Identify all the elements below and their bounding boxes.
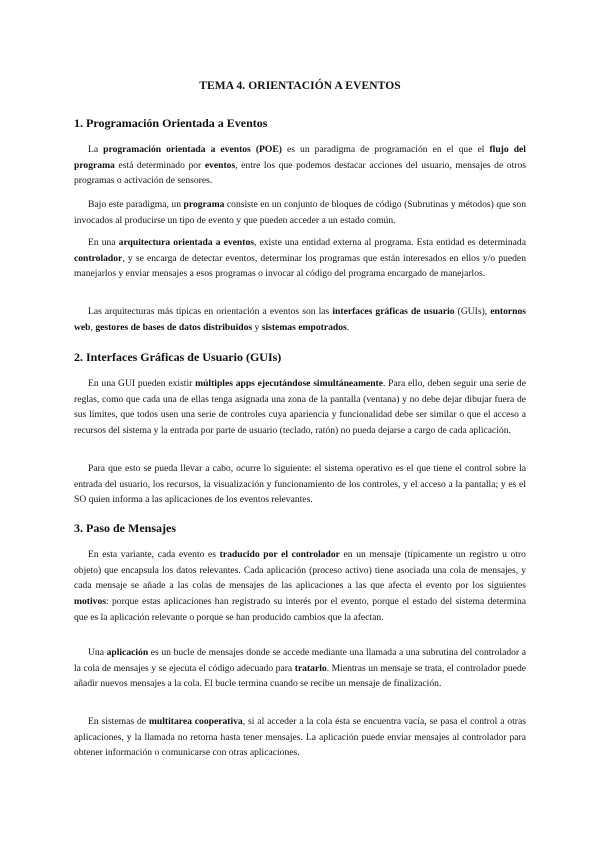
paragraph: Una aplicación es un bucle de mensajes donde se accede mediante una llamada a una subrutina del controlador a la cola de mensajes y se ejecuta el código adecuado para tratarlo. Mientras un mensaje se trata, el controlador puede añadir nuevos mensajes a la cola. El bucle termina cuando se recibe un mensaje de finalización.: [74, 647, 527, 690]
bold-term: interfaces gráficas de usuario: [332, 306, 455, 317]
document-title: TEMA 4. ORIENTACIÓN A EVENTOS: [199, 80, 401, 92]
paragraph: Para que esto se pueda llevar a cabo, ocurre lo siguiente: el sistema operativo es el que tiene el control sobre la entrada del usuario, los recursos, la visualización y funcionamiento de los controles, y el acceso a la pantalla; y es el SO quien informa a las aplicaciones de los eventos relevantes.: [74, 463, 526, 506]
bold-term: programación orientada a eventos (POE): [103, 144, 282, 155]
section-heading: 1. Programación Orientada a Eventos: [74, 116, 268, 130]
paragraph: En una GUI pueden existir múltiples apps ejecutándose simultáneamente. Para ello, deben seguir una serie de reglas, como que cada una de ellas tenga asignada una zona de la pantalla (ventana) y no debe dejar dibujar fuera de sus límites, que todos usen una serie de controles cuya apariencia y funcionalidad debe ser similar o que el acceso a recursos del sistema y la entrada por parte de usuario (teclado, ratón) no pueda dejarse a cargo de cada aplicación.: [74, 378, 526, 437]
paragraph: Bajo este paradigma, un programa consiste en un conjunto de bloques de código (Subrutinas y métodos) que son invocados al producirse un tipo de evento y que pueden acceder a un estado común.: [74, 199, 527, 226]
bold-term: arquitectura orientada a eventos: [118, 237, 254, 248]
section-heading: 3. Paso de Mensajes: [74, 521, 176, 535]
section-heading: 2. Interfaces Gráficas de Usuario (GUIs): [74, 350, 282, 364]
paragraph: En sistemas de multitarea cooperativa, si al acceder a la cola ésta se encuentra vacía, se pasa el control a otras aplicaciones, y la llamada no retorna hasta tener mensajes. La aplicación puede enviar mensajes al controlador para obtener información o comunicarse con otras aplicaciones.: [74, 716, 526, 759]
bold-term: controlador: [74, 252, 123, 264]
bold-term: multitarea cooperativa: [148, 716, 243, 727]
bold-term: tratarlo: [294, 662, 327, 674]
paragraph: Las arquitecturas más típicas en orientación a eventos son las interfaces gráficas de usuario (GUIs), entornos web, gestores de bases de datos distribuidos y sistemas empotrados.: [74, 306, 526, 333]
bold-term: aplicación: [106, 647, 149, 658]
bold-term: entornos web: [74, 306, 526, 333]
bold-term: flujo del programa: [74, 144, 526, 171]
bold-term: motivos: [74, 596, 106, 608]
paragraph: La programación orientada a eventos (POE) es un paradigma de programación en el que el flujo del programa está determinado por eventos, entre los que podemos destacar acciones del usuario, mensajes de otros programas o activación de sensores.: [74, 144, 526, 187]
bold-term: traducido por el controlador: [219, 549, 340, 560]
bold-term: múltiples apps ejecutándose simultáneamente: [195, 378, 384, 389]
bold-term: eventos: [204, 159, 236, 171]
bold-term: sistemas empotrados: [261, 321, 347, 333]
bold-term: programa: [183, 199, 225, 210]
paragraph: En una arquitectura orientada a eventos, existe una entidad externa al programa. Esta entidad es determinada controlador, y se encarga de detectar eventos, determinar los programas que están interesados en ellos y/o pueden manejarlos y enviar mensajes a esos programas o invocar al código del programa encargado de manejarlos.: [74, 237, 526, 280]
bold-term: gestores de bases de datos distribuidos: [95, 321, 253, 333]
paragraph: En esta variante, cada evento es traducido por el controlador en un mensaje (típicamente un registro u otro objeto) que encapsula los datos relevantes. Cada aplicación (proceso activo) tiene asociada una cola de mensajes, y cada mensaje se añade a las colas de mensajes de las aplicaciones a las que afecta el evento por los siguientes motivos: porque estas aplicaciones han registrado su interés por el evento, porque el estado del sistema determina que es la aplicación relevante o porque se han producido cambios que la afectan.: [74, 549, 526, 623]
